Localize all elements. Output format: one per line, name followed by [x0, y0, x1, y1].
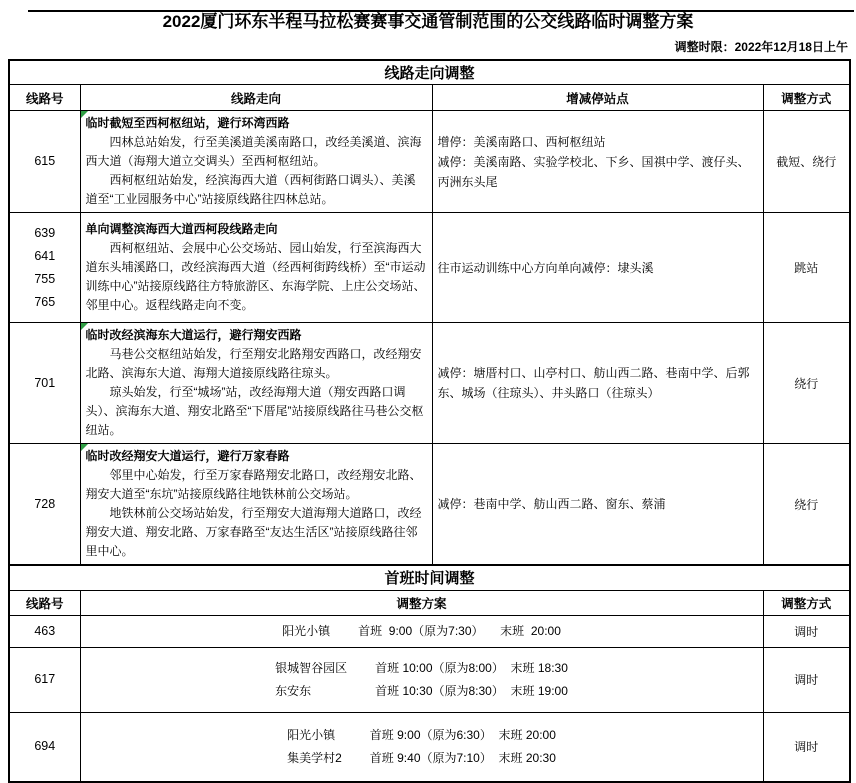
section-title: 首班时间调整	[9, 565, 850, 590]
route-paragraph: 西柯枢纽站、会展中心公交场站、园山始发，行至滨海西大道东头埔溪路口，改经滨海西大道（经西柯街跨线桥）至“市运动训练中心”站接原线路往方特旅游区、东海学院、上庄公交场站、邻里中心。返程线路走向不变。	[85, 241, 426, 312]
adjustment-method: 绕行	[763, 323, 850, 444]
adjustment-method: 截短、绕行	[763, 111, 850, 213]
route-heading: 临时改经翔安大道运行，避行万家春路	[85, 449, 290, 463]
adjustment-method: 绕行	[763, 444, 850, 566]
adjustment-deadline: 调整时限：2022年12月18日上午	[674, 40, 848, 54]
col-header-method: 调整方式	[763, 590, 850, 615]
page-title: 2022厦门环东半程马拉松赛赛事交通管制范围的公交线路临时调整方案	[162, 12, 694, 31]
route-number-value: 463	[34, 623, 56, 638]
schedule-times: 首班 10:00（原为8:00） 末班 18:30	[375, 660, 568, 675]
stops-added: 增停：美溪南路口、西柯枢纽站	[437, 134, 606, 149]
schedule-times: 首班 9:00（原为6:30） 末班 20:00	[369, 727, 556, 742]
schedule-block	[282, 620, 561, 643]
schedule-plan-cell	[80, 712, 763, 782]
route-number-value: 641	[34, 248, 56, 263]
schedule-line	[287, 747, 556, 770]
route-paragraph: 马巷公交枢纽站始发，行至翔安北路翔安西路口，改经翔安北路、滨海东大道、海翔大道接原线路往琼头。	[85, 347, 422, 380]
route-number	[9, 213, 80, 323]
route-number-value: 615	[34, 154, 56, 168]
adjustment-method: 调时	[763, 647, 850, 712]
adjustment-method: 跳站	[763, 213, 850, 323]
schedule-plan-cell	[80, 647, 763, 712]
route-number	[9, 615, 80, 647]
bus-adjustment-table	[8, 59, 851, 783]
adjustment-method: 调时	[763, 712, 850, 782]
column-header-row	[9, 590, 850, 615]
schedule-block	[287, 724, 556, 770]
section-header-route-direction	[9, 60, 850, 85]
schedule-line	[287, 724, 556, 747]
route-number	[9, 111, 80, 213]
route-number	[9, 323, 80, 444]
route-number-value: 701	[34, 375, 56, 390]
table-row-463	[9, 615, 850, 647]
schedule-line	[282, 620, 561, 643]
schedule-times: 首班 9:40（原为7:10） 末班 20:30	[369, 750, 556, 765]
cell-corner-flag-icon	[81, 323, 88, 330]
schedule-block	[275, 657, 568, 703]
route-direction-cell	[80, 213, 432, 323]
stops-removed: 减停：美溪南路、实验学校北、下乡、国祺中学、渡仔头、丙洲东头尾	[437, 154, 750, 189]
section-title: 线路走向调整	[9, 60, 850, 85]
schedule-place: 集美学村2	[287, 750, 342, 765]
route-paragraph: 四林总站始发，行至美溪道美溪南路口，改经美溪道、滨海西大道（海翔大道立交调头）至西柯枢纽站。	[85, 135, 422, 168]
col-header-route-direction: 线路走向	[80, 85, 432, 111]
route-direction-cell	[80, 323, 432, 444]
route-number-value: 755	[34, 271, 56, 286]
table-row-694	[9, 712, 850, 782]
col-header-plan: 调整方案	[80, 590, 763, 615]
route-number	[9, 712, 80, 782]
col-header-stops: 增减停站点	[432, 85, 763, 111]
route-paragraph: 邻里中心始发，行至万家春路翔安北路口，改经翔安北路、翔安大道至“东坑”站接原线路往地铁林前公交场站。	[85, 468, 422, 501]
table-row-617	[9, 647, 850, 712]
route-heading: 单向调整滨海西大道西柯段线路走向	[85, 222, 278, 236]
route-number-value: 617	[34, 672, 56, 686]
route-paragraph: 西柯枢纽站始发，经滨海西大道（西柯街路口调头）、美溪道至“工业园服务中心”站接原线路往四林总站。	[85, 173, 416, 206]
route-number-value: 765	[34, 294, 56, 309]
route-paragraph: 琼头始发，行至“城场”站，改经海翔大道（翔安西路口调头）、滨海东大道、翔安北路至“下厝尾”站接原线路往马巷公交枢纽站。	[85, 385, 424, 437]
schedule-place: 阳光小镇	[287, 727, 336, 742]
route-number	[9, 647, 80, 712]
schedule-place: 东安东	[275, 683, 312, 698]
col-header-method: 调整方式	[763, 85, 850, 111]
stops-cell	[432, 111, 763, 213]
route-number	[9, 444, 80, 566]
stops-cell	[432, 213, 763, 323]
schedule-line	[275, 657, 568, 680]
stops-removed: 往市运动训练中心方向单向减停：埭头溪	[437, 260, 654, 275]
table-row-639-641-755-765	[9, 213, 850, 323]
stops-removed: 减停：塘厝村口、山亭村口、舫山西二路、巷南中学、后郭东、城场（往琼头）、井头路口（往琼头）	[437, 366, 750, 400]
route-direction-cell	[80, 111, 432, 213]
cell-corner-flag-icon	[81, 111, 88, 118]
schedule-line	[275, 680, 568, 703]
adjustment-method: 调时	[763, 615, 850, 647]
schedule-place: 阳光小镇	[282, 623, 331, 638]
section-header-first-bus	[9, 565, 850, 590]
route-paragraph: 地铁林前公交场站始发，行至翔安大道海翔大道路口，改经翔安大道、翔安北路、万家春路至“友达生活区”站接原线路往邻里中心。	[85, 506, 422, 558]
table-row-701	[9, 323, 850, 444]
col-header-route-number: 线路号	[9, 590, 80, 615]
table-row-615	[9, 111, 850, 213]
table-row-728	[9, 444, 850, 566]
stops-removed: 减停：巷南中学、舫山西二路、窗东、蔡浦	[437, 497, 666, 511]
schedule-plan-cell	[80, 615, 763, 647]
route-number-value: 728	[34, 496, 56, 511]
route-heading: 临时截短至西柯枢纽站，避行环湾西路	[85, 116, 290, 130]
col-header-route-number: 线路号	[9, 85, 80, 111]
column-header-row	[9, 85, 850, 111]
schedule-times: 首班 10:30（原为8:30） 末班 19:00	[375, 683, 568, 698]
route-number-value: 694	[34, 739, 56, 754]
stops-cell	[432, 323, 763, 444]
schedule-place: 银城智谷园区	[275, 660, 348, 675]
route-direction-cell	[80, 444, 432, 566]
schedule-times: 首班 9:00（原为7:30） 末班 20:00	[358, 623, 561, 638]
top-divider	[28, 10, 854, 12]
route-heading: 临时改经滨海东大道运行，避行翔安西路	[85, 328, 302, 342]
cell-corner-flag-icon	[81, 444, 88, 451]
route-number-value: 639	[34, 225, 56, 240]
stops-cell	[432, 444, 763, 566]
